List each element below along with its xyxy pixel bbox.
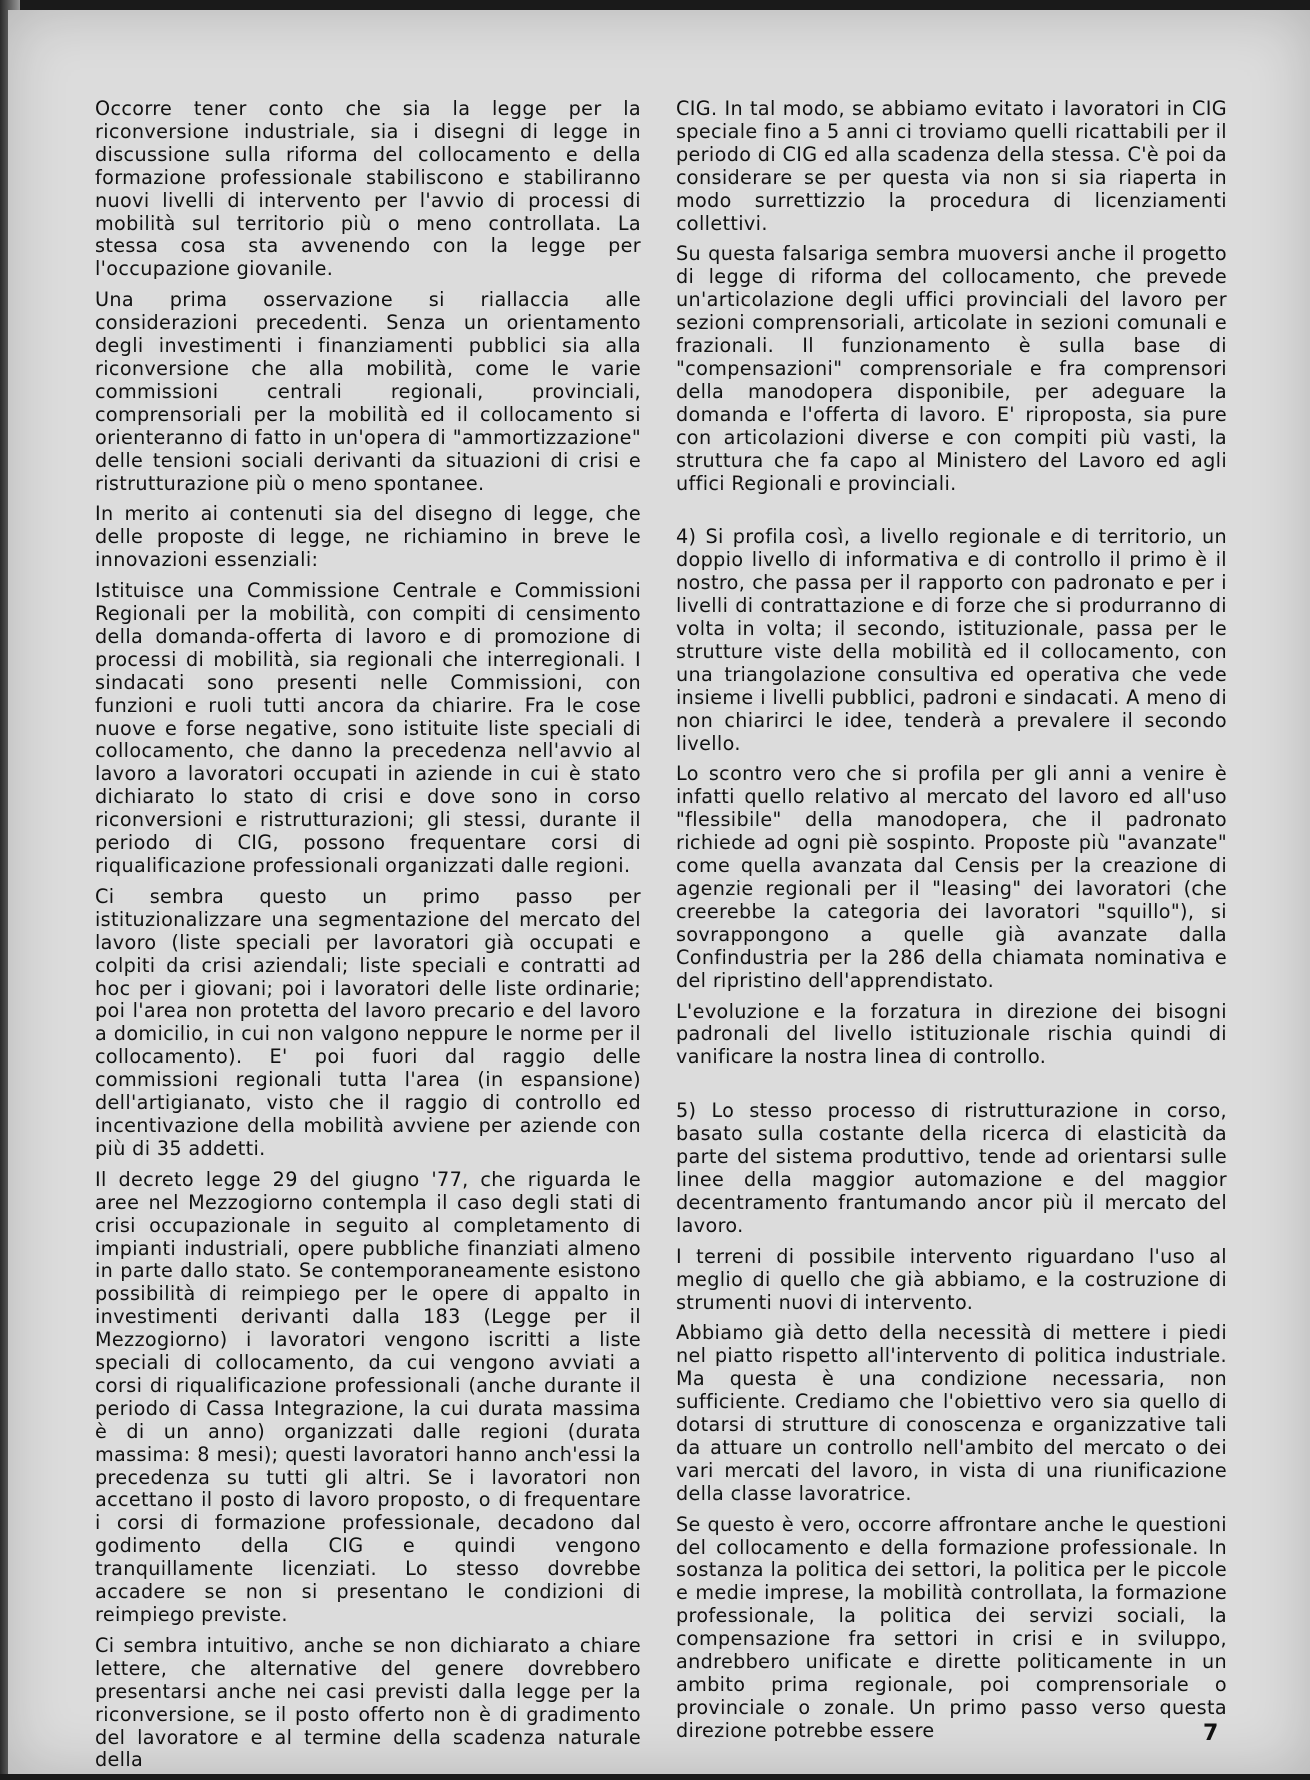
paragraph: Una prima osservazione si riallaccia alle considerazioni precedenti. Senza un orientamento degli investimenti i finanziamenti pubblici sia alla riconversione che alla mobilità, come le varie commissioni centrali regionali, provinciali, comprensoriali per la mobilità ed il collocamento si orienteranno di fatto in un'opera di "ammortizzazione" delle tensioni sociali derivanti da situazioni di crisi e ristrutturazione più o meno spontanee.	[95, 288, 641, 495]
document-page	[8, 10, 1310, 1774]
paragraph-section-4: 4) Si profila così, a livello regionale e di territorio, un doppio livello di informativa e di controllo il primo è il nostro, che passa per il rapporto con padronato e per i livelli di contrattazione e di forze che si produrranno di volta in volta; il secondo, istituzionale, passa per le strutture viste della mobilità ed il collocamento, con una triangolazione consultiva ed operativa che vede insieme i livelli pubblici, padroni e sindacati. A meno di non chiarirci le idee, tenderà a prevalere il secondo livello.	[676, 525, 1227, 755]
paragraph: In merito ai contenuti sia del disegno di legge, che delle proposte di legge, ne richiamino in breve le innovazioni essenziali:	[95, 502, 641, 572]
paragraph: I terreni di possibile intervento riguardano l'uso al meglio di quello che già abbiamo, e la costruzione di strumenti nuovi di intervento.	[676, 1244, 1227, 1314]
paragraph: Occorre tener conto che sia la legge per la riconversione industriale, sia i disegni di legge in discussione sulla riforma del collocamento e della formazione professionale stabiliscono e stabiliranno nuovi livelli di intervento per l'avvio di processi di mobilità sul territorio più o meno controllata. La stessa cosa sta avvenendo con la legge per l'occupazione giovanile.	[95, 97, 641, 281]
right-column	[676, 98, 1227, 1751]
paragraph: L'evoluzione e la forzatura in direzione dei bisogni padronali del livello istituzionale rischia quindi di vanificare la nostra linea di controllo.	[676, 999, 1227, 1069]
paragraph: Su questa falsariga sembra muoversi anche il progetto di legge di riforma del collocamento, che prevede un'articolazione degli uffici provinciali del lavoro per sezioni comprensoriali, articolate in sezioni comunali e frazionali. Il funzionamento è sulla base di "compensazioni" comprensoriale e fra comprensori della manodopera disponibile, per adeguare la domanda e l'offerta di lavoro. E' riproposta, sia pure con articolazioni diverse e con compiti più vasti, la struttura che fa capo al Ministero del Lavoro ed agli uffici Regionali e provinciali.	[676, 242, 1227, 495]
page-number: 7	[1203, 1721, 1219, 1746]
left-column	[95, 98, 641, 1780]
paragraph: Abbiamo già detto della necessità di mettere i piedi nel piatto rispetto all'intervento di politica industriale. Ma questa è una condizione necessaria, non sufficiente. Crediamo che l'obiettivo vero sia quello di dotarsi di strutture di conoscenza e organizzative tali da attuare un controllo nell'ambito del mercato o dei vari mercati del lavoro, in vista di una riunificazione della classe lavoratrice.	[676, 1321, 1227, 1505]
paragraph-section-5: 5) Lo stesso processo di ristrutturazione in corso, basato sulla costante della ricerca di elasticità da parte del sistema produttivo, tende ad orientarsi sulle linee della maggior automazione e del maggior decentramento frantumando ancor più il mercato del lavoro.	[676, 1099, 1227, 1237]
paragraph: Se questo è vero, occorre affrontare anche le questioni del collocamento e della formazione professionale. In sostanza la politica dei settori, la politica per le piccole e medie imprese, la mobilità controllata, la formazione professionale, la politica dei servizi sociali, la compensazione fra settori in crisi e in sviluppo, andrebbero unificate e dirette politicamente in un ambito prima regionale, poi comprensoriale o provinciale o zonale. Un primo passo verso questa direzione potrebbe essere	[676, 1512, 1227, 1742]
paragraph: Il decreto legge 29 del giugno '77, che riguarda le aree nel Mezzogiorno contempla il caso degli stati di crisi occupazionale in seguito al completamento di impianti industriali, opere pubbliche finanziati almeno in parte dallo stato. Se contemporaneamente esistono possibilità di reimpiego per le opere di appalto in investimenti derivanti dalla 183 (Legge per il Mezzogiorno) i lavoratori vengono iscritti a liste speciali di collocamento, da cui vengono avviati a corsi di riqualificazione professionali (anche durante il periodo di Cassa Integrazione, la cui durata massima è di un anno) organizzati dalle regioni (durata massima: 8 mesi); questi lavoratori hanno anch'essi la precedenza su tutti gli altri. Se i lavoratori non accettano il posto di lavoro proposto, o di frequentare i corsi di formazione professionale, decadono dal godimento della CIG e quindi vengono tranquillamente licenziati. Lo stesso dovrebbe accadere se non si presentano le condizioni di reimpiego previste.	[95, 1167, 641, 1626]
paragraph: Ci sembra intuitivo, anche se non dichiarato a chiare lettere, che alternative del genere dovrebbero presentarsi anche nei casi previsti dalla legge per la riconversione, se il posto offerto non è di gradimento del lavoratore e al termine della scadenza naturale della	[95, 1633, 641, 1772]
paragraph: Lo scontro vero che si profila per gli anni a venire è infatti quello relativo al mercato del lavoro ed all'uso "flessibile" della manodopera, che il padronato richiede ad ogni piè sospinto. Proposte più "avanzate" come quella avanzata dal Censis per la creazione di agenzie regionali per il "leasing" dei lavoratori (che creerebbe la categoria dei lavoratori "squillo"), si sovrappongono a quelle già avanzate dalla Confindustria per la 286 della chiamata nominativa e del ripristino dell'apprendistato.	[676, 762, 1227, 992]
paragraph: Istituisce una Commissione Centrale e Commissioni Regionali per la mobilità, con compiti di censimento della domanda-offerta di lavoro e di promozione di processi di mobilità, sia regionali che interregionali. I sindacati sono presenti nelle Commissioni, con funzioni e ruoli tutti ancora da chiarire. Fra le cose nuove e forse negative, sono istituite liste speciali di collocamento, che danno la precedenza nell'avvio al lavoro a lavoratori occupati in aziende in cui è stato dichiarato lo stato di crisi e dove sono in corso riconversioni e ristrutturazioni; gli stessi, durante il periodo di CIG, possono frequentare corsi di riqualificazione professionali organizzati dalle regioni.	[95, 579, 641, 877]
paragraph: Ci sembra questo un primo passo per istituzionalizzare una segmentazione del mercato del lavoro (liste speciali per lavoratori già occupati e colpiti da crisi aziendali; liste speciali e contratti ad hoc per i giovani; poi i lavoratori delle liste ordinarie; poi l'area non protetta del lavoro precario e del lavoro a domicilio, in cui non valgono neppure le norme per il collocamento). E' poi fuori dal raggio delle commissioni regionali tutta l'area (in espansione) dell'artigianato, visto che il raggio di controllo ed incentivazione della mobilità avviene per aziende con più di 35 addetti.	[95, 884, 641, 1160]
paragraph: CIG. In tal modo, se abbiamo evitato i lavoratori in CIG speciale fino a 5 anni ci troviamo quelli ricattabili per il periodo di CIG ed alla scadenza della stessa. C'è poi da considerare se per questa via non si sia riaperta in modo surrettizzio la procedura di licenziamenti collettivi.	[676, 97, 1227, 235]
